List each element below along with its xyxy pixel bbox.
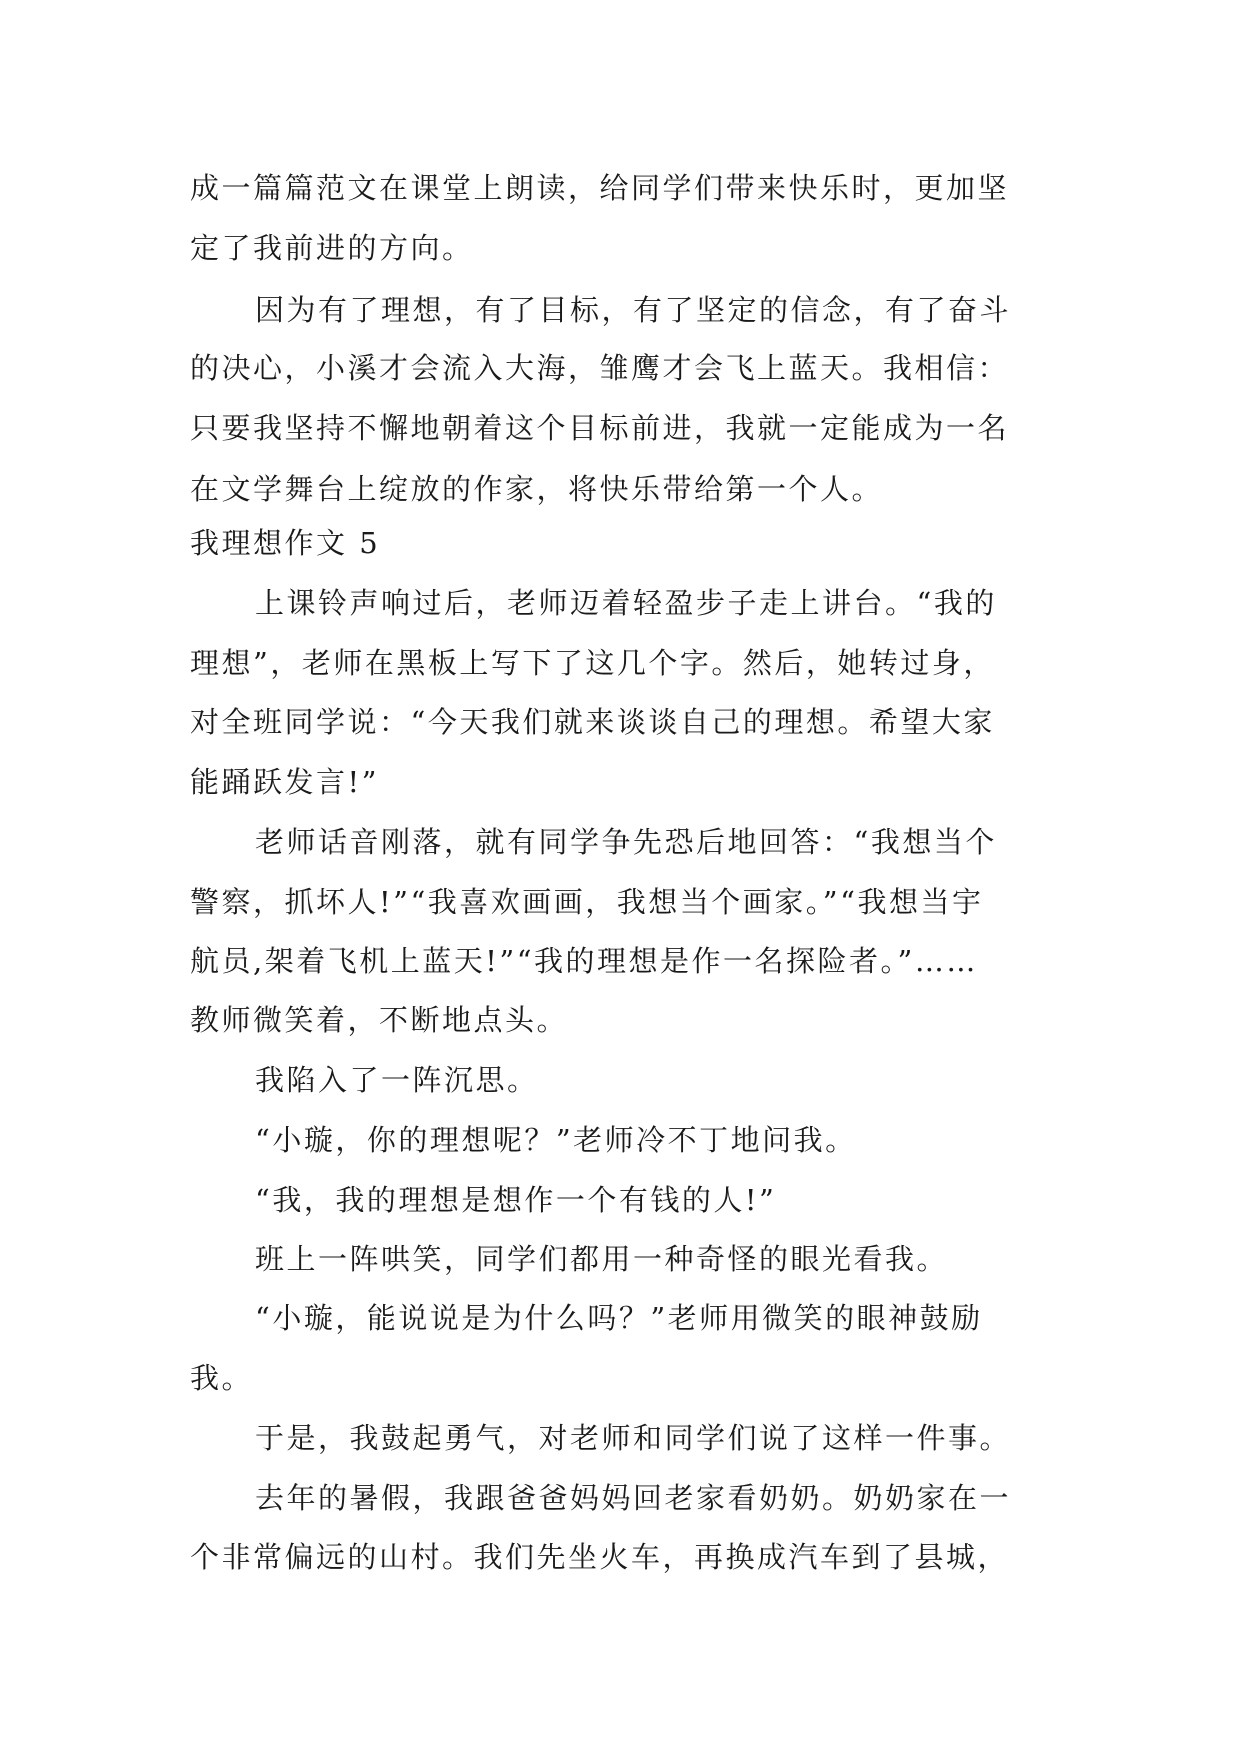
text-line: 于是，我鼓起勇气，对老师和同学们说了这样一件事。	[255, 1421, 1012, 1455]
section-heading: 我理想作文 5	[190, 526, 381, 560]
text-line: “我，我的理想是想作一个有钱的人!”	[255, 1183, 777, 1217]
text-line: 班上一阵哄笑，同学们都用一种奇怪的眼光看我。	[255, 1242, 949, 1276]
text-line: 警察，抓坏人!”“我喜欢画画，我想当个画家。”“我想当宇	[190, 885, 984, 919]
text-line: 对全班同学说：“今天我们就来谈谈自己的理想。希望大家	[190, 705, 995, 739]
text-line: “小璇，能说说是为什么吗？”老师用微笑的眼神鼓励	[255, 1301, 983, 1335]
text-line: 能踊跃发言!”	[190, 765, 379, 799]
text-line: “小璇，你的理想呢？”老师冷不丁地问我。	[255, 1123, 857, 1157]
text-line: 我陷入了一阵沉思。	[255, 1063, 539, 1097]
text-line: 成一篇篇范文在课堂上朗读，给同学们带来快乐时，更加坚	[190, 171, 1010, 205]
text-line: 去年的暑假，我跟爸爸妈妈回老家看奶奶。奶奶家在一	[255, 1481, 1012, 1515]
text-line: 只要我坚持不懈地朝着这个目标前进，我就一定能成为一名	[190, 411, 1010, 445]
text-line: 因为有了理想，有了目标，有了坚定的信念，有了奋斗	[255, 293, 1012, 327]
text-line: 航员,架着飞机上蓝天!”“我的理想是作一名探险者。”……	[190, 944, 978, 978]
text-line: 的决心，小溪才会流入大海，雏鹰才会飞上蓝天。我相信：	[190, 351, 1010, 385]
text-line: 定了我前进的方向。	[190, 231, 474, 265]
text-line: 个非常偏远的山村。我们先坐火车，再换成汽车到了县城，	[190, 1540, 1010, 1574]
text-line: 在文学舞台上绽放的作家，将快乐带给第一个人。	[190, 472, 884, 506]
text-line: 我。	[190, 1361, 254, 1395]
text-line: 老师话音刚落，就有同学争先恐后地回答：“我想当个	[255, 825, 997, 859]
text-line: 上课铃声响过后，老师迈着轻盈步子走上讲台。“我的	[255, 586, 997, 620]
text-line: 教师微笑着，不断地点头。	[190, 1003, 569, 1037]
text-line: 理想”，老师在黑板上写下了这几个字。然后，她转过身，	[190, 646, 995, 680]
